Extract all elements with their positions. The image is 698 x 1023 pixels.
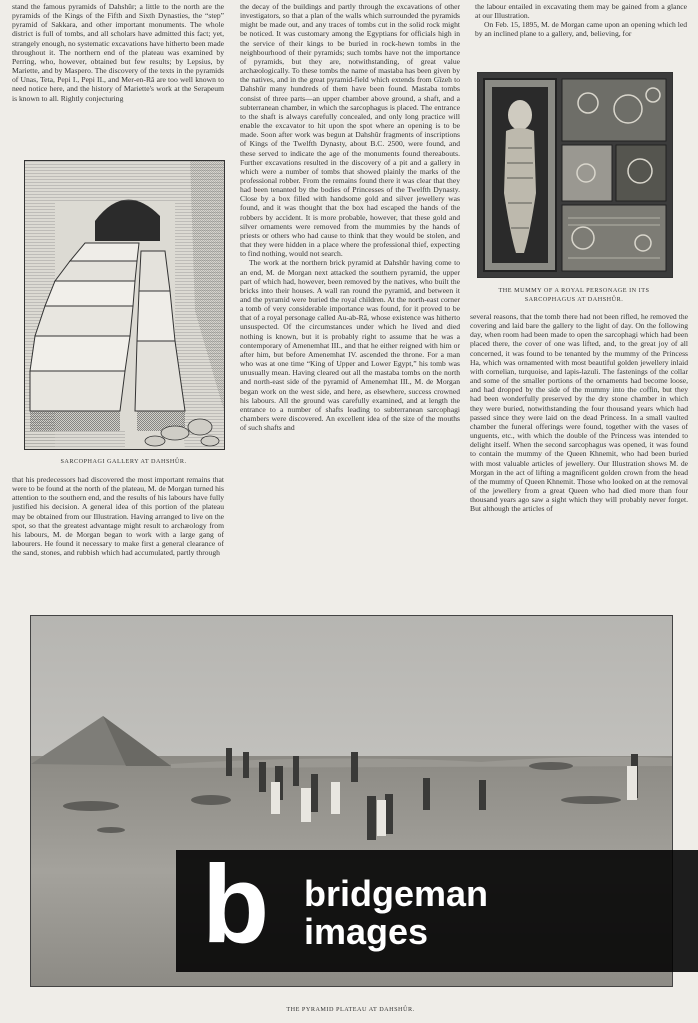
paragraph: the labour entailed in excavating them may be gained from a glance at our Illustration. [475, 2, 687, 21]
mummy-engraving [478, 73, 672, 277]
column-3-bottom-text [470, 312, 688, 586]
column-3-top-text [475, 2, 687, 58]
paragraph: The work at the northern brick pyramid at Dahshûr having come to an end, M. de Morgan next attacked the southern pyramid, the upper part of which had, however, been removed by the natives, who built the bricks into their houses. A wall ran round the pyramid, and between it and the pyramid were buried the royal children. At the north-east corner a tomb of very considerable importance was found, for it proved to be that of a royal personage called Au-ab-Râ, whose existence was hitherto unsuspected. Of the circumstances under which he lived and died nothing is known, but it is probably right to assume that he was a contemporary of Amenemhat III., and that he either reigned with him or after him, but before Amenemhat IV. ascended the throne. For a man who was at one time “King of Upper and Lower Egypt,” his tomb was unusually mean. Having cleared out all the mastaba tombs on the north and north-east side of the pyramid of Amenemhat III., M. de Morgan began work on the west side, and here, as elsewhere, success crowned his labours. All the ground was carefully examined, and at length the entrance to a number of shafts leading to subterranean sarcophagi chambers were discovered. An excellent idea of the size of the mouths of such shafts and [240, 258, 460, 433]
mummy-caption-line-2: SARCOPHAGUS AT DAHSHÛR. [524, 296, 624, 303]
bridgeman-watermark [176, 843, 698, 972]
column-1-top-text [12, 2, 224, 154]
paragraph: stand the famous pyramids of Dahshûr; a little to the north are the pyramids of the Kings of the Fifth and Sixth Dynasties, the “step” pyramid of Sakkara, and other important monuments. The whole district is full of tombs, and all scholars have admitted this fact; yet, strangely enough, no systematic excavations have hitherto been made throughout it. The northern end of the plateau was examined by Perring, who, however, obtained but few results; by Lepsius, by Mariette, and by Maspero. The discovery of the texts in the pyramids of Unas, Teta, Pepi I., Pepi II., and Mer-en-Râ are too well known to need notice here, and the history of Mariette's work at the Serapeum is known to all. Rightly conjecturing [12, 2, 224, 103]
column-1-bottom-text [12, 475, 224, 585]
paragraph: several reasons, that the tomb there had not been rifled, he removed the covering and laid bare the gallery to the light of day. On the following day, when room had been made to open the sarcophagi which had been placed there, the cover of one was lifted, and, to the great joy of all concerned, it was found to be tenanted by the mummy of the Princess Ha, which was ornamented with most beautiful golden jewellery inlaid with cornelian, turquoise, and lapis-lazuli. The fastenings of the collar and some of the smaller portions of the ornaments had become loose, and had dropped by the side of the mummy into the coffin, but they had been wonderfully preserved by the dry stone chamber in which they were buried, notwithstanding the four thousand years which had passed since they were laid on the dead Princess. In a small vaulted chamber the funeral offerings were found, together with the vases of unguents, etc., with which the double of the Princess was intended to delight itself. When the second sarcophagus was opened, it was found to contain the mummy of the Queen Khnemit, who had been buried with most valuable articles of jewellery. Our Illustration shows M. de Morgan in the act of lifting a magnificent golden crown from the head of the mummy of Queen Khnemit. Those who looked on at the removal of the jewellery from a great Queen who had died more than four thousand years ago saw a sight which they will probably never forget. But although the articles of [470, 312, 688, 514]
column-2-text [240, 2, 460, 585]
paragraph: the decay of the buildings and partly through the excavations of other investigators, so that a plan of the walls which surrounded the pyramids might be made out, and any traces of tombs cut in the solid rock might be noticed. It was customary among the Egyptians for officials high in the service of their kings to be buried in rock-hewn tombs in the neighbourhood of their pyramids; such tombs have not the importance of pyramids, but they are, notwithstanding, of great value archæologically. To these tombs the name of mastaba has been given by the natives, and in the great pyramid-field which extends from Gîzeh to Dahshûr many hundreds of them have been found. Mastaba tombs consist of three parts—an upper chamber above ground, a shaft, and a subterranean chamber, in which the sarcophagus is placed. The entrance to the shaft is always carefully concealed, and only long practice will enable the excavator to hit upon the spot where an opening is to be made. Soon after work was begun at Dahshûr fragments of inscriptions of Kings of the Twelfth Dynasty, about B.C. 2500, were found, and these served to indicate the age of the monuments found thereabouts. Further excavations resulted in the discovery of a pit and a gallery in which were a number of tombs that showed plainly the marks of the professional robber. From the remains found there it was clear that they had been tenanted by the bodies of Princesses of the Twelfth Dynasty. Close by a box filled with handsome gold and silver jewellery was found, and it was thought that the box had escaped the hands of the robbers by accident. It is more probable, however, that these gold and silver ornaments were removed from the mummies by the hands of priests or others who had cause to think that they would be stolen, and that they were hidden in a place where the professional thief, expecting to find nothing, would not search. [240, 2, 460, 259]
paragraph: On Feb. 15, 1895, M. de Morgan came upon an opening which led by an inclined plane to a gallery, and, believing, for [475, 20, 687, 39]
bridgeman-wordmark-line-1: bridgeman [304, 873, 489, 914]
gallery-engraving [25, 161, 224, 449]
paragraph: that his predecessors had discovered the most important remains that were to be found at the north of the plateau, M. de Morgan turned his attention to the southern end, and the results of his labours have fully justified his decision. A general idea of this portion of the plateau may be obtained from our Illustration. Having arranged to live on the spot, so that the greatest advantage might result to archæology from his labours, M. de Morgan began to work with a large gang of labourers. He found it necessary to make first a general clearance of the sand, stones, and rubbish which had accumulated, partly through [12, 475, 224, 558]
sarcophagi-gallery-illustration [24, 160, 225, 450]
bridgeman-logo-letter: b [202, 843, 270, 966]
royal-mummy-illustration [477, 72, 673, 278]
gallery-caption: SARCOPHAGI GALLERY AT DAHSHÛR. [60, 458, 187, 465]
bridgeman-wordmark-line-2: images [304, 911, 429, 952]
mummy-caption-line-1: THE MUMMY OF A ROYAL PERSONAGE IN ITS [498, 287, 650, 294]
plateau-caption: THE PYRAMID PLATEAU AT DAHSHÛR. [286, 1006, 415, 1013]
